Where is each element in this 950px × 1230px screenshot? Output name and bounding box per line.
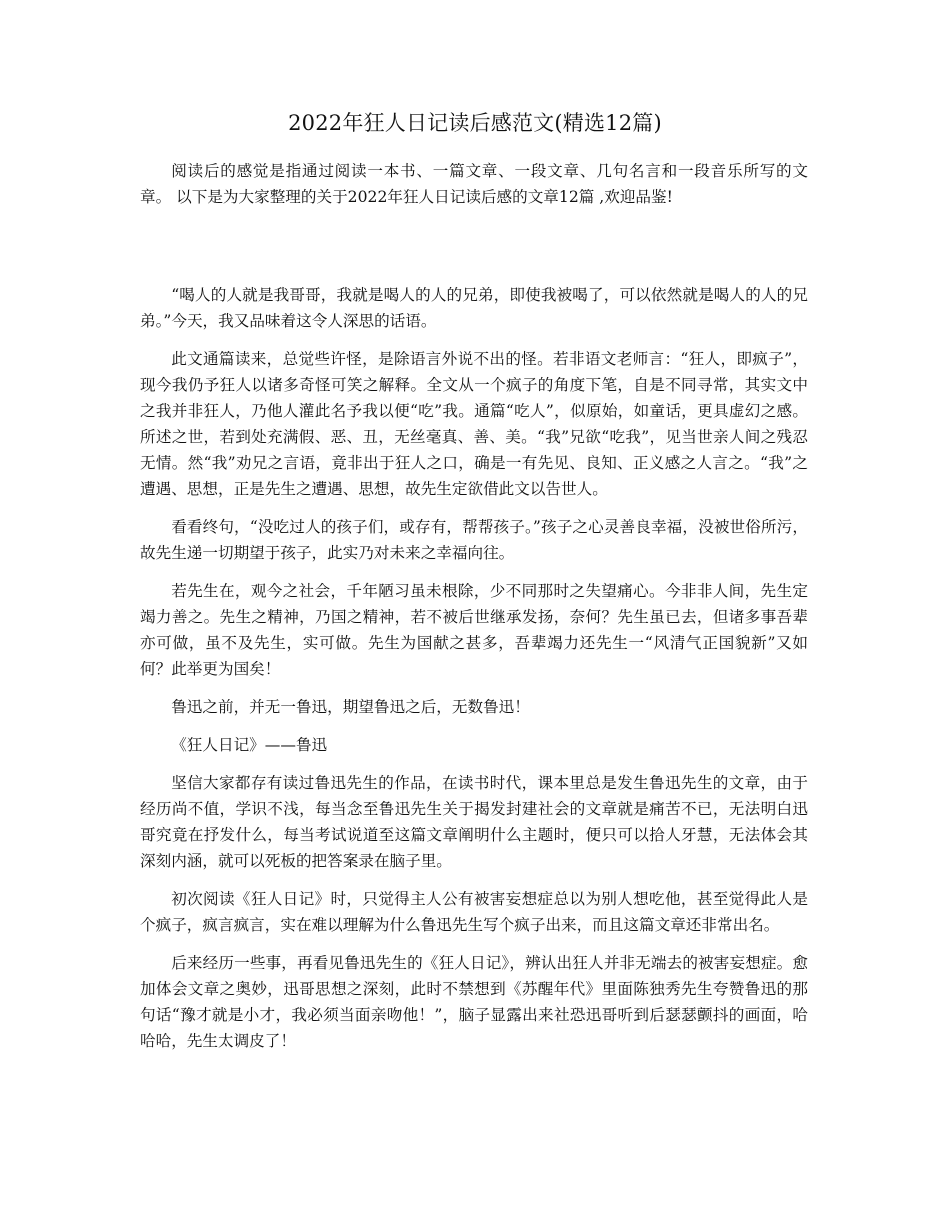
paragraph-3: 看看终句，“没吃过人的孩子们，或存有，帮帮孩子。”孩子之心灵善良幸福，没被世俗所污，故先生递一切期望于孩子，此实乃对未来之幸福向往。 bbox=[140, 518, 808, 562]
intro-paragraph: 阅读后的感觉是指通过阅读一本书、一篇文章、一段文章、几句名言和一段音乐所写的文章。 以下是为大家整理的关于2022年狂人日记读后感的文章12篇 ,欢迎品鉴! bbox=[140, 162, 808, 206]
paragraph-2: 此文通篇读来，总觉些许怪，是除语言外说不出的怪。若非语文老师言：“狂人，即疯子”，现今我仍予狂人以诸多奇怪可笑之解释。全文从一个疯子的角度下笔，自是不同寻常，其实文中之我并非狂人，乃他人灌此名予我以便“吃”我。通篇“吃人”，似原始，如童话，更具虚幻之感。所述之世，若到处充满假、恶、丑，无丝毫真、善、美。“我”兄欲“吃我”，见当世亲人间之残忍无情。然“我”劝兄之言语，竟非出于狂人之口，确是一有先见、良知、正义感之人言之。“我”之遭遇、思想，正是先生之遭遇、思想，故先生定欲借此文以告世人。 bbox=[140, 350, 808, 498]
paragraph-4: 若先生在，观今之社会，千年陋习虽未根除，少不同那时之失望痛心。今非非人间，先生定竭力善之。先生之精神，乃国之精神，若不被后世继承发扬，奈何？先生虽已去，但诸多事吾辈亦可做，虽不及先生，实可做。先生为国献之甚多，吾辈竭力还先生一“风清气正国貌新”又如何？此举更为国矣！ bbox=[140, 582, 808, 678]
paragraph-6-subheading: 《狂人日记》——鲁迅 bbox=[171, 736, 328, 754]
document-title: 2022年狂人日记读后感范文(精选12篇) bbox=[288, 111, 662, 135]
paragraph-9: 后来经历一些事，再看见鲁迅先生的《狂人日记》，辨认出狂人并非无端去的被害妄想症。愈加体会文章之奥妙，迅哥思想之深刻，此时不禁想到《苏醒年代》里面陈独秀先生夸赞鲁迅的那句话“豫才就是小才，我必须当面亲吻他！”，脑子显露出来社恐迅哥听到后瑟瑟颤抖的画面，哈哈哈，先生太调皮了！ bbox=[140, 954, 808, 1050]
document-body bbox=[140, 158, 808, 1054]
paragraph-7: 坚信大家都存有读过鲁迅先生的作品，在读书时代，课本里总是发生鲁迅先生的文章，由于经历尚不值，学识不浅，每当念至鲁迅先生关于揭发封建社会的文章就是痛苦不已，无法明白迅哥究竟在抒发什么，每当考试说道至这篇文章阐明什么主题时，便只可以拾人牙慧，无法体会其深刻内涵，就可以死板的把答案录在脑子里。 bbox=[140, 774, 808, 870]
section-spacer bbox=[140, 210, 808, 282]
paragraph-8: 初次阅读《狂人日记》时，只觉得主人公有被害妄想症总以为别人想吃他，甚至觉得此人是个疯子，疯言疯言，实在难以理解为什么鲁迅先生写个疯子出来，而且这篇文章还非常出名。 bbox=[140, 890, 808, 934]
paragraph-1: “喝人的人就是我哥哥，我就是喝人的人的兄弟，即使我被喝了，可以依然就是喝人的人的兄弟。”今天，我又品味着这令人深思的话语。 bbox=[140, 286, 808, 330]
paragraph-5: 鲁迅之前，并无一鲁迅，期望鲁迅之后，无数鲁迅！ bbox=[171, 698, 530, 716]
